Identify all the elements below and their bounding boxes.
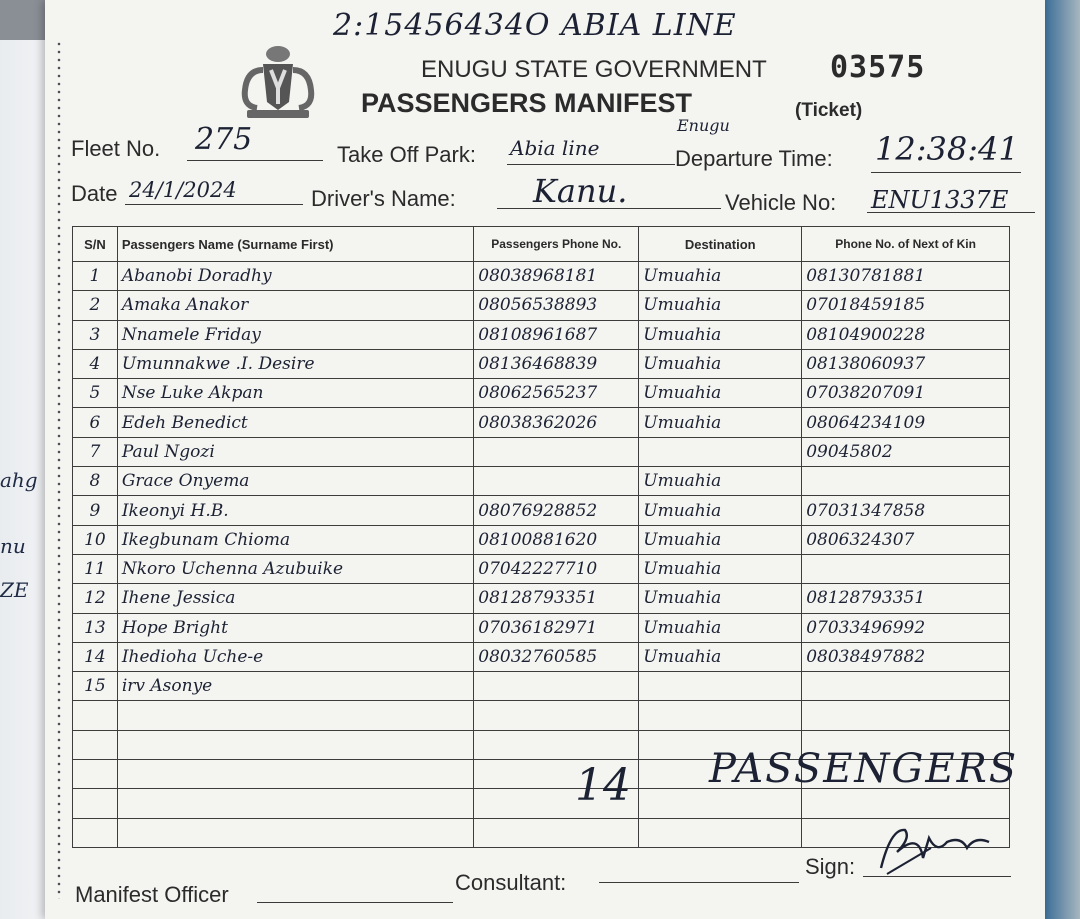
- row-destination: Umuahia: [639, 525, 802, 554]
- row-sn: 15: [73, 672, 118, 701]
- row-passenger-phone: 08062565237: [474, 379, 639, 408]
- fleet-value: 275: [195, 122, 253, 157]
- vehicle-value: ENU1337E: [871, 186, 1009, 214]
- row-destination: Umuahia: [639, 642, 802, 671]
- row-sn: 1: [73, 262, 118, 291]
- row-passenger-phone: [474, 701, 639, 730]
- row-sn: [73, 818, 118, 847]
- underlay-scribble-1: ahg: [0, 468, 38, 492]
- table-row: [73, 701, 1010, 730]
- row-passenger-phone: 08038362026: [474, 408, 639, 437]
- row-passenger-name: Edeh Benedict: [117, 408, 473, 437]
- row-destination: Umuahia: [639, 349, 802, 378]
- row-sn: 7: [73, 437, 118, 466]
- row-sn: [73, 789, 118, 818]
- row-passenger-name: Abanobi Doradhy: [117, 262, 473, 291]
- row-passenger-name: Amaka Anakor: [117, 291, 473, 320]
- row-passenger-phone: [474, 730, 639, 759]
- row-passenger-name: [117, 701, 473, 730]
- row-passenger-phone: [474, 467, 639, 496]
- row-sn: 9: [73, 496, 118, 525]
- consultant-label: Consultant:: [455, 870, 567, 895]
- row-passenger-phone: [474, 818, 639, 847]
- table-row: [73, 408, 1010, 437]
- row-destination: [639, 789, 802, 818]
- row-passenger-name: [117, 760, 473, 789]
- signature-mark: [871, 808, 1021, 882]
- park-underline: [507, 164, 675, 165]
- row-sn: [73, 701, 118, 730]
- row-passenger-phone: 08100881620: [474, 525, 639, 554]
- row-passenger-phone: [474, 672, 639, 701]
- table-row: [73, 613, 1010, 642]
- manifest-sheet: [45, 0, 1045, 919]
- table-row: [73, 789, 1010, 818]
- row-passenger-phone: 08128793351: [474, 584, 639, 613]
- row-passenger-name: [117, 789, 473, 818]
- sign-label: Sign:: [805, 854, 856, 879]
- row-kin-phone: 0806324307: [802, 525, 1010, 554]
- table-row: [73, 525, 1010, 554]
- table-row: [73, 554, 1010, 583]
- row-destination: Umuahia: [639, 262, 802, 291]
- total-passenger-count: 14: [575, 760, 631, 811]
- fleet-underline: [187, 160, 323, 161]
- column-header-name: Passengers Name (Surname First): [117, 227, 473, 262]
- underlay-scribble-3: ZE: [0, 578, 29, 602]
- row-sn: 2: [73, 291, 118, 320]
- total-passenger-word: PASSENGERS: [709, 746, 1019, 792]
- row-kin-phone: 08138060937: [802, 349, 1010, 378]
- row-passenger-name: Nkoro Uchenna Azubuike: [117, 554, 473, 583]
- row-passenger-phone: 08032760585: [474, 642, 639, 671]
- row-sn: [73, 730, 118, 759]
- departure-underline: [871, 172, 1021, 173]
- driver-value: Kanu.: [533, 172, 628, 210]
- table-row: [73, 642, 1010, 671]
- manifest-officer-label: Manifest Officer: [75, 882, 229, 907]
- row-kin-phone: [802, 672, 1010, 701]
- row-kin-phone: 08104900228: [802, 320, 1010, 349]
- row-passenger-name: [117, 818, 473, 847]
- consultant-underline: [599, 882, 799, 883]
- row-passenger-name: [117, 730, 473, 759]
- table-row: [73, 262, 1010, 291]
- column-header-destination: Destination: [639, 227, 802, 262]
- row-passenger-phone: 08056538893: [474, 291, 639, 320]
- column-header-kin-phone: Phone No. of Next of Kin: [802, 227, 1010, 262]
- departure-value: 12:38:41: [875, 130, 1019, 168]
- row-destination: [639, 701, 802, 730]
- table-row: [73, 379, 1010, 408]
- row-sn: 11: [73, 554, 118, 583]
- row-passenger-phone: 08076928852: [474, 496, 639, 525]
- date-label: Date: [71, 181, 118, 206]
- row-kin-phone: 08038497882: [802, 642, 1010, 671]
- row-passenger-name: Ihene Jessica: [117, 584, 473, 613]
- officer-underline: [257, 902, 453, 903]
- row-passenger-phone: 08136468839: [474, 349, 639, 378]
- table-row: [73, 496, 1010, 525]
- row-sn: 3: [73, 320, 118, 349]
- vehicle-label: Vehicle No:: [725, 190, 837, 215]
- underlay-scribble-2: nu: [0, 534, 26, 558]
- date-underline: [125, 204, 303, 205]
- column-header-sn: S/N: [73, 227, 118, 262]
- row-sn: 14: [73, 642, 118, 671]
- serial-number: 03575: [830, 50, 926, 85]
- park-extra: Enugu: [677, 116, 730, 135]
- row-sn: 8: [73, 467, 118, 496]
- row-passenger-name: Paul Ngozi: [117, 437, 473, 466]
- row-passenger-name: Hope Bright: [117, 613, 473, 642]
- row-passenger-phone: 08038968181: [474, 262, 639, 291]
- fleet-label: Fleet No.: [71, 136, 161, 161]
- row-destination: [639, 672, 802, 701]
- park-value: Abia line: [510, 136, 600, 160]
- row-sn: 13: [73, 613, 118, 642]
- table-row: [73, 349, 1010, 378]
- government-heading: ENUGU STATE GOVERNMENT: [421, 56, 767, 83]
- row-destination: [639, 818, 802, 847]
- departure-label: Departure Time:: [675, 146, 833, 171]
- row-kin-phone: 08128793351: [802, 584, 1010, 613]
- row-passenger-phone: 07042227710: [474, 554, 639, 583]
- park-label: Take Off Park:: [337, 142, 476, 167]
- row-destination: Umuahia: [639, 320, 802, 349]
- row-kin-phone: 07038207091: [802, 379, 1010, 408]
- row-destination: Umuahia: [639, 613, 802, 642]
- row-destination: Umuahia: [639, 408, 802, 437]
- row-sn: 12: [73, 584, 118, 613]
- manifest-title-suffix: (Ticket): [795, 100, 863, 121]
- table-row: [73, 291, 1010, 320]
- row-passenger-phone: [474, 437, 639, 466]
- row-sn: 6: [73, 408, 118, 437]
- row-sn: 5: [73, 379, 118, 408]
- date-value: 24/1/2024: [129, 178, 237, 202]
- row-sn: 10: [73, 525, 118, 554]
- row-passenger-name: Nse Luke Akpan: [117, 379, 473, 408]
- row-passenger-name: Umunnakwe .I. Desire: [117, 349, 473, 378]
- row-passenger-name: Ihedioha Uche-e: [117, 642, 473, 671]
- table-row: [73, 437, 1010, 466]
- row-kin-phone: 07033496992: [802, 613, 1010, 642]
- table-row: [73, 467, 1010, 496]
- table-row: [73, 584, 1010, 613]
- row-sn: 4: [73, 349, 118, 378]
- row-passenger-name: irv Asonye: [117, 672, 473, 701]
- column-header-phone: Passengers Phone No.: [474, 227, 639, 262]
- row-kin-phone: 08064234109: [802, 408, 1010, 437]
- row-passenger-name: Ikegbunam Chioma: [117, 525, 473, 554]
- row-destination: Umuahia: [639, 554, 802, 583]
- row-destination: Umuahia: [639, 291, 802, 320]
- row-destination: Umuahia: [639, 467, 802, 496]
- table-row: [73, 818, 1010, 847]
- row-passenger-phone: 07036182971: [474, 613, 639, 642]
- row-kin-phone: 09045802: [802, 437, 1010, 466]
- coat-of-arms-icon: [233, 40, 323, 124]
- row-destination: Umuahia: [639, 496, 802, 525]
- row-passenger-name: Nnamele Friday: [117, 320, 473, 349]
- row-destination: Umuahia: [639, 584, 802, 613]
- driver-label: Driver's Name:: [311, 186, 456, 211]
- top-handwritten-note: 2:15456434O ABIA LINE: [333, 8, 737, 43]
- table-header-row: [73, 227, 1010, 262]
- row-kin-phone: [802, 467, 1010, 496]
- row-kin-phone: [802, 554, 1010, 583]
- row-kin-phone: 07018459185: [802, 291, 1010, 320]
- perforation-edge: [57, 40, 61, 899]
- manifest-title: PASSENGERS MANIFEST: [361, 88, 693, 118]
- table-row: [73, 672, 1010, 701]
- row-passenger-phone: 08108961687: [474, 320, 639, 349]
- row-passenger-name: Ikeonyi H.B.: [117, 496, 473, 525]
- row-kin-phone: [802, 701, 1010, 730]
- row-sn: [73, 760, 118, 789]
- row-destination: Umuahia: [639, 379, 802, 408]
- row-passenger-name: Grace Onyema: [117, 467, 473, 496]
- row-kin-phone: 08130781881: [802, 262, 1010, 291]
- table-row: [73, 320, 1010, 349]
- row-destination: [639, 437, 802, 466]
- row-kin-phone: 07031347858: [802, 496, 1010, 525]
